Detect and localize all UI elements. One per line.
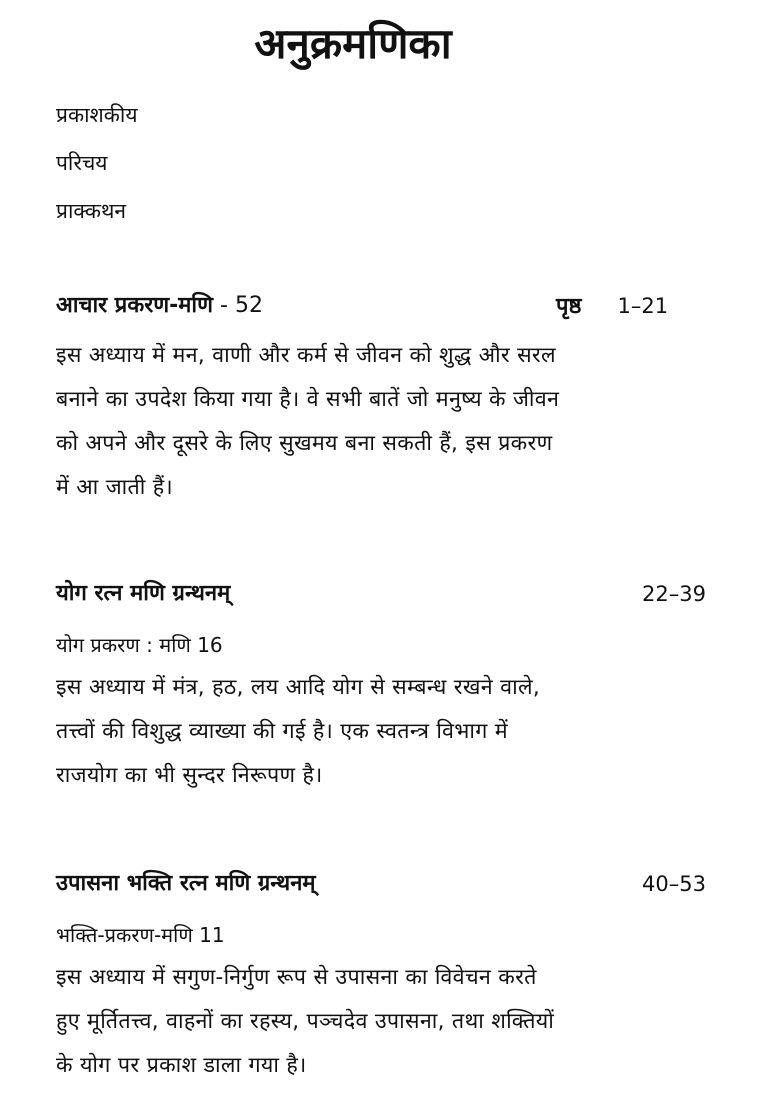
description-line: के योग पर प्रकाश डाला गया है।: [56, 1053, 307, 1078]
chapter-3-description: [56, 956, 736, 1088]
chapter-1-description: [56, 334, 736, 510]
description-line: को अपने और दूसरे के लिए सुखमय बना सकती हैं, इस प्रकरण: [56, 431, 553, 456]
description-line: तत्त्वों की विशुद्ध व्याख्या की गई है। एक स्वतन्त्र विभाग में: [56, 719, 508, 744]
chapter-1-heading: [56, 290, 736, 322]
page-label: पृष्ठ: [556, 294, 582, 319]
page-range: 40–53: [642, 872, 706, 896]
prelim-item-publisher-note: प्रकाशकीय: [56, 103, 138, 127]
description-line: हुए मूर्तितत्त्व, वाहनों का रहस्य, पञ्चदेव उपासना, तथा शक्तियों: [56, 1009, 555, 1034]
chapter-title: योग रत्न मणि ग्रन्थनम्: [56, 581, 231, 606]
chapter-title: आचार प्रकरण-मणि: [56, 293, 214, 318]
page-range: 22–39: [642, 582, 706, 606]
description-line: बनाने का उपदेश किया गया है। वे सभी बातें जो मनुष्य के जीवन: [56, 387, 560, 412]
description-line: इस अध्याय में मन, वाणी और कर्म से जीवन को शुद्ध और सरल: [56, 343, 556, 368]
chapter-3-heading: [56, 868, 736, 900]
description-line: राजयोग का भी सुन्दर निरूपण है।: [56, 763, 323, 788]
chapter-count: - 52: [213, 293, 263, 318]
description-line: इस अध्याय में सगुण-निर्गुण रूप से उपासना का विवेचन करते: [56, 965, 537, 990]
page-numbers: 1–21: [617, 294, 669, 318]
page-range: [556, 290, 668, 323]
chapter-2-heading: [56, 578, 736, 610]
description-line: में आ जाती हैं।: [56, 475, 173, 500]
prelim-item-introduction: परिचय: [56, 151, 108, 175]
description-line: इस अध्याय में मंत्र, हठ, लय आदि योग से सम्बन्ध रखने वाले,: [56, 675, 540, 700]
chapter-title: उपासना भक्ति रत्न मणि ग्रन्थनम्: [56, 871, 316, 896]
prelim-item-foreword: प्राक्कथन: [56, 199, 127, 223]
chapter-3-subheading: भक्ति-प्रकरण-मणि 11: [56, 923, 225, 947]
chapter-2-description: [56, 666, 736, 798]
page-title: अनुक्रमणिका: [254, 19, 452, 68]
chapter-2-subheading: योग प्रकरण : मणि 16: [56, 633, 223, 657]
